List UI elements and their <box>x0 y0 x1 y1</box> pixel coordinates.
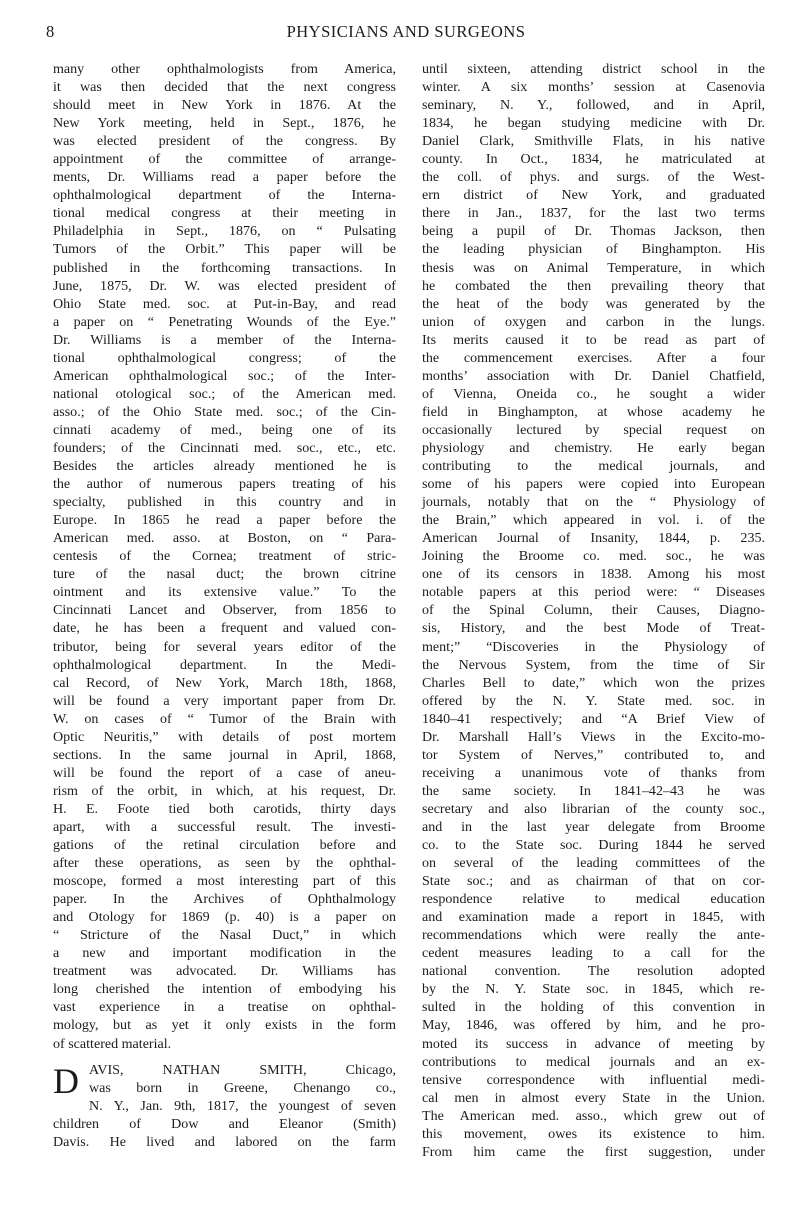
text-line: moscope, formed a most interesting part of this <box>53 873 396 890</box>
text-line: Optic Neuritis,” with details of post mortem <box>53 728 396 745</box>
text-line: a paper on “ Penetrating Wounds of the Eye.” <box>53 313 396 330</box>
text-line: of Vienna, Oneida co., he sought a wider <box>422 385 765 402</box>
text-line: Tumors of the Orbit.” This paper will be <box>53 241 396 258</box>
text-line: Besides the articles already mentioned he is <box>53 458 396 475</box>
text-line: cedent measures leading to a call for the <box>422 945 765 962</box>
text-line: by the N. Y. State soc. in 1845, which re- <box>422 981 765 998</box>
text-line: date, he has been a frequent and valued con- <box>53 620 396 637</box>
left-column <box>53 60 396 1151</box>
text-line: Charles Bell to date,” which won the prizes <box>422 674 765 691</box>
text-line: moted its success in advance of meeting by <box>422 1035 765 1052</box>
text-line: physiology and chemistry. He early began <box>422 439 765 456</box>
text-line: union of oxygen and carbon in the lungs. <box>422 313 765 330</box>
text-line: sulted in the holding of this convention in <box>422 999 765 1016</box>
text-line: paper. In the Archives of Ophthalmology <box>53 891 396 908</box>
text-line: this movement, owes its existence to him. <box>422 1125 765 1142</box>
davis-entry-continued <box>422 60 765 1161</box>
text-line: N. Y., Jan. 9th, 1817, the youngest of seven <box>89 1097 396 1114</box>
text-line: field in Binghampton, at whose academy he <box>422 403 765 420</box>
text-line: State soc.; and as chairman of that on cor- <box>422 873 765 890</box>
text-line: ern district of New York, and graduated <box>422 187 765 204</box>
text-line: New York meeting, held in Sept., 1876, he <box>53 115 396 132</box>
text-line: ophthalmological department of the Interna- <box>53 187 396 204</box>
text-line: asso.; of the Ohio State med. soc.; of the Cin- <box>53 403 396 420</box>
text-line: contributions to medical journals and an ex- <box>422 1053 765 1070</box>
text-line: the Nervous System, from the time of Sir <box>422 656 765 673</box>
text-line: secretary and also librarian of the county soc., <box>422 800 765 817</box>
text-line: winter. A six months’ session at Casenovia <box>422 79 765 96</box>
text-line: mology, but as yet it only exists in the form <box>53 1017 396 1034</box>
text-line: the heat of the body was generated by the <box>422 295 765 312</box>
text-line: thesis was on Animal Temperature, in which <box>422 259 765 276</box>
text-line: tor System of Nerves,” contributed to, and <box>422 746 765 763</box>
text-line: will be found the report of a case of aneu- <box>53 764 396 781</box>
text-line: months’ association with Dr. Daniel Chatfield, <box>422 367 765 384</box>
text-line: the author of numerous papers treating of his <box>53 476 396 493</box>
text-line: until sixteen, attending district school in the <box>422 61 765 77</box>
text-line: it was then decided that the next congress <box>53 79 396 96</box>
right-column <box>422 60 765 1161</box>
text-line: was born in Greene, Chenango co., <box>89 1079 396 1096</box>
text-line: sis, History, and the best Mode of Treat- <box>422 620 765 637</box>
running-head: PHYSICIANS AND SURGEONS <box>286 22 526 41</box>
text-line: published in the forthcoming transactions. In <box>53 259 396 276</box>
text-line: and examination made a report in 1845, with <box>422 909 765 926</box>
text-line: “ Stricture of the Nasal Duct,” in which <box>53 927 396 944</box>
text-line: one of its censors in 1838. Among his most <box>422 566 765 583</box>
text-line: and in the last year delegate from Broome <box>422 818 765 835</box>
text-line: journals, notably that on the “ Physiology of <box>422 494 765 511</box>
text-line: seminary, N. Y., followed, and in April, <box>422 97 765 114</box>
text-line: Cincinnati Lancet and Observer, from 1856 to <box>53 602 396 619</box>
text-line: county. In Oct., 1834, he matriculated at <box>422 151 765 168</box>
davis-entry <box>53 1061 396 1151</box>
text-line: ments, Dr. Williams read a paper before the <box>53 169 396 186</box>
text-line: on several of the leading committees of the <box>422 855 765 872</box>
text-line: Dr. Williams is a member of the Interna- <box>53 331 396 348</box>
text-line: founders; of the Cincinnati med. soc., etc., etc. <box>53 439 396 456</box>
text-line: the commencement exercises. After a four <box>422 349 765 366</box>
text-line: the same society. In 1841–42–43 he was <box>422 782 765 799</box>
text-line: tensive correspondence with influential medi- <box>422 1071 765 1088</box>
text-line: he combated the then prevailing theory that <box>422 277 765 294</box>
text-line: Dr. Marshall Hall’s Views in the Excito-mo- <box>422 728 765 745</box>
text-line: being a pupil of Dr. Thomas Jackson, then <box>422 223 765 240</box>
text-line: American med. asso. at Boston, on “ Para- <box>53 530 396 547</box>
text-line: national convention. The resolution adopted <box>422 963 765 980</box>
text-line: receiving a unanimous vote of thanks from <box>422 764 765 781</box>
text-line: the leading physician of Binghampton. His <box>422 241 765 258</box>
text-line: Davis. He lived and labored on the farm <box>53 1133 396 1150</box>
text-line: appointment of the committee of arrange- <box>53 151 396 168</box>
text-line: contributing to the medical journals, and <box>422 458 765 475</box>
text-line: May, 1846, was offered by him, and he pro- <box>422 1017 765 1034</box>
text-line: tributor, being for several years editor of the <box>53 638 396 655</box>
text-line: The American med. asso., which grew out of <box>422 1107 765 1124</box>
text-line: cal Record, of New York, March 18th, 1868, <box>53 674 396 691</box>
text-line: apart, with a successful result. The investi- <box>53 818 396 835</box>
text-line: cal men in almost every State in the Union. <box>422 1089 765 1106</box>
text-line: the coll. of phys. and surgs. of the West- <box>422 169 765 186</box>
text-line: W. on cases of “ Tumor of the Brain with <box>53 710 396 727</box>
text-line: treatment was advocated. Dr. Williams has <box>53 963 396 980</box>
text-line: should meet in New York in 1876. At the <box>53 97 396 114</box>
text-line: and Otology for 1869 (p. 40) is a paper on <box>53 909 396 926</box>
text-line: sections. In the same journal in April, 1868, <box>53 746 396 763</box>
text-line: ointment and its extensive value.” To the <box>53 584 396 601</box>
text-line: vast experience in a treatise on ophthal- <box>53 999 396 1016</box>
text-line: recommendations which were really the ante- <box>422 927 765 944</box>
text-line: centesis of the Cornea; treatment of stric- <box>53 548 396 565</box>
text-line: Its merits caused it to be read as part of <box>422 331 765 348</box>
text-line: Ohio State med. soc. at Put-in-Bay, and read <box>53 295 396 312</box>
text-line: AVIS, NATHAN SMITH, Chicago, <box>89 1061 396 1078</box>
text-line: Europe. In 1865 he read a paper before the <box>53 512 396 529</box>
text-line: many other ophthalmologists from America, <box>53 61 396 77</box>
page-number: 8 <box>46 22 55 41</box>
text-line: 1840–41 respectively; and “A Brief View of <box>422 710 765 727</box>
text-line: respondence relative to medical education <box>422 891 765 908</box>
text-line: H. E. Foote tied both carotids, thirty days <box>53 800 396 817</box>
text-line: American ophthalmological soc.; of the Inter- <box>53 367 396 384</box>
drop-cap: D <box>53 1060 79 1101</box>
text-line: was elected president of the congress. By <box>53 133 396 150</box>
text-line: national otological soc.; of the American med. <box>53 385 396 402</box>
text-line: offered by the N. Y. State med. soc. in <box>422 692 765 709</box>
text-line: ophthalmological department. In the Medi- <box>53 656 396 673</box>
williams-entry <box>53 60 396 1053</box>
text-line: Joining the Broome co. med. soc., he was <box>422 548 765 565</box>
text-line: children of Dow and Eleanor (Smith) <box>53 1115 396 1132</box>
text-line: long cherished the intention of embodying his <box>53 981 396 998</box>
text-line: ture of the nasal duct; the brown citrine <box>53 566 396 583</box>
page-header <box>46 22 766 44</box>
text-line: after these operations, as seen by the ophthal- <box>53 855 396 872</box>
text-line: will be found a very important paper from Dr. <box>53 692 396 709</box>
text-line: of scattered material. <box>53 1035 172 1052</box>
text-line: rism of the orbit, in which, at his request, Dr. <box>53 782 396 799</box>
text-line: of the Spinal Column, their Causes, Diagno- <box>422 602 765 619</box>
text-line: ment;” “Discoveries in the Physiology of <box>422 638 765 655</box>
text-line: occasionally lectured by special request on <box>422 421 765 438</box>
text-line: June, 1875, Dr. W. was elected president of <box>53 277 396 294</box>
text-line: a new and important modification in the <box>53 945 396 962</box>
text-line: notable papers at this period were: “ Diseases <box>422 584 765 601</box>
text-line: specialty, published in this country and in <box>53 494 396 511</box>
text-line: cinnati academy of med., being one of its <box>53 421 396 438</box>
text-line: Daniel Clark, Smithville Flats, in his native <box>422 133 765 150</box>
text-line: Philadelphia in Sept., 1876, on “ Pulsating <box>53 223 396 240</box>
text-line: tional ophthalmological congress; of the <box>53 349 396 366</box>
text-line: tional medical congress at their meeting in <box>53 205 396 222</box>
text-line: there in Jan., 1837, for the last two terms <box>422 205 765 222</box>
text-line: the Brain,” which appeared in vol. i. of the <box>422 512 765 529</box>
text-line: co. to the State soc. During 1844 he served <box>422 837 765 854</box>
text-line: 1834, he began studying medicine with Dr. <box>422 115 765 132</box>
text-line: American Journal of Insanity, 1844, p. 235. <box>422 530 765 547</box>
text-line: From him came the first suggestion, under <box>422 1143 765 1160</box>
text-line: gations of the retinal circulation before and <box>53 837 396 854</box>
text-line: some of his papers were copied into European <box>422 476 765 493</box>
